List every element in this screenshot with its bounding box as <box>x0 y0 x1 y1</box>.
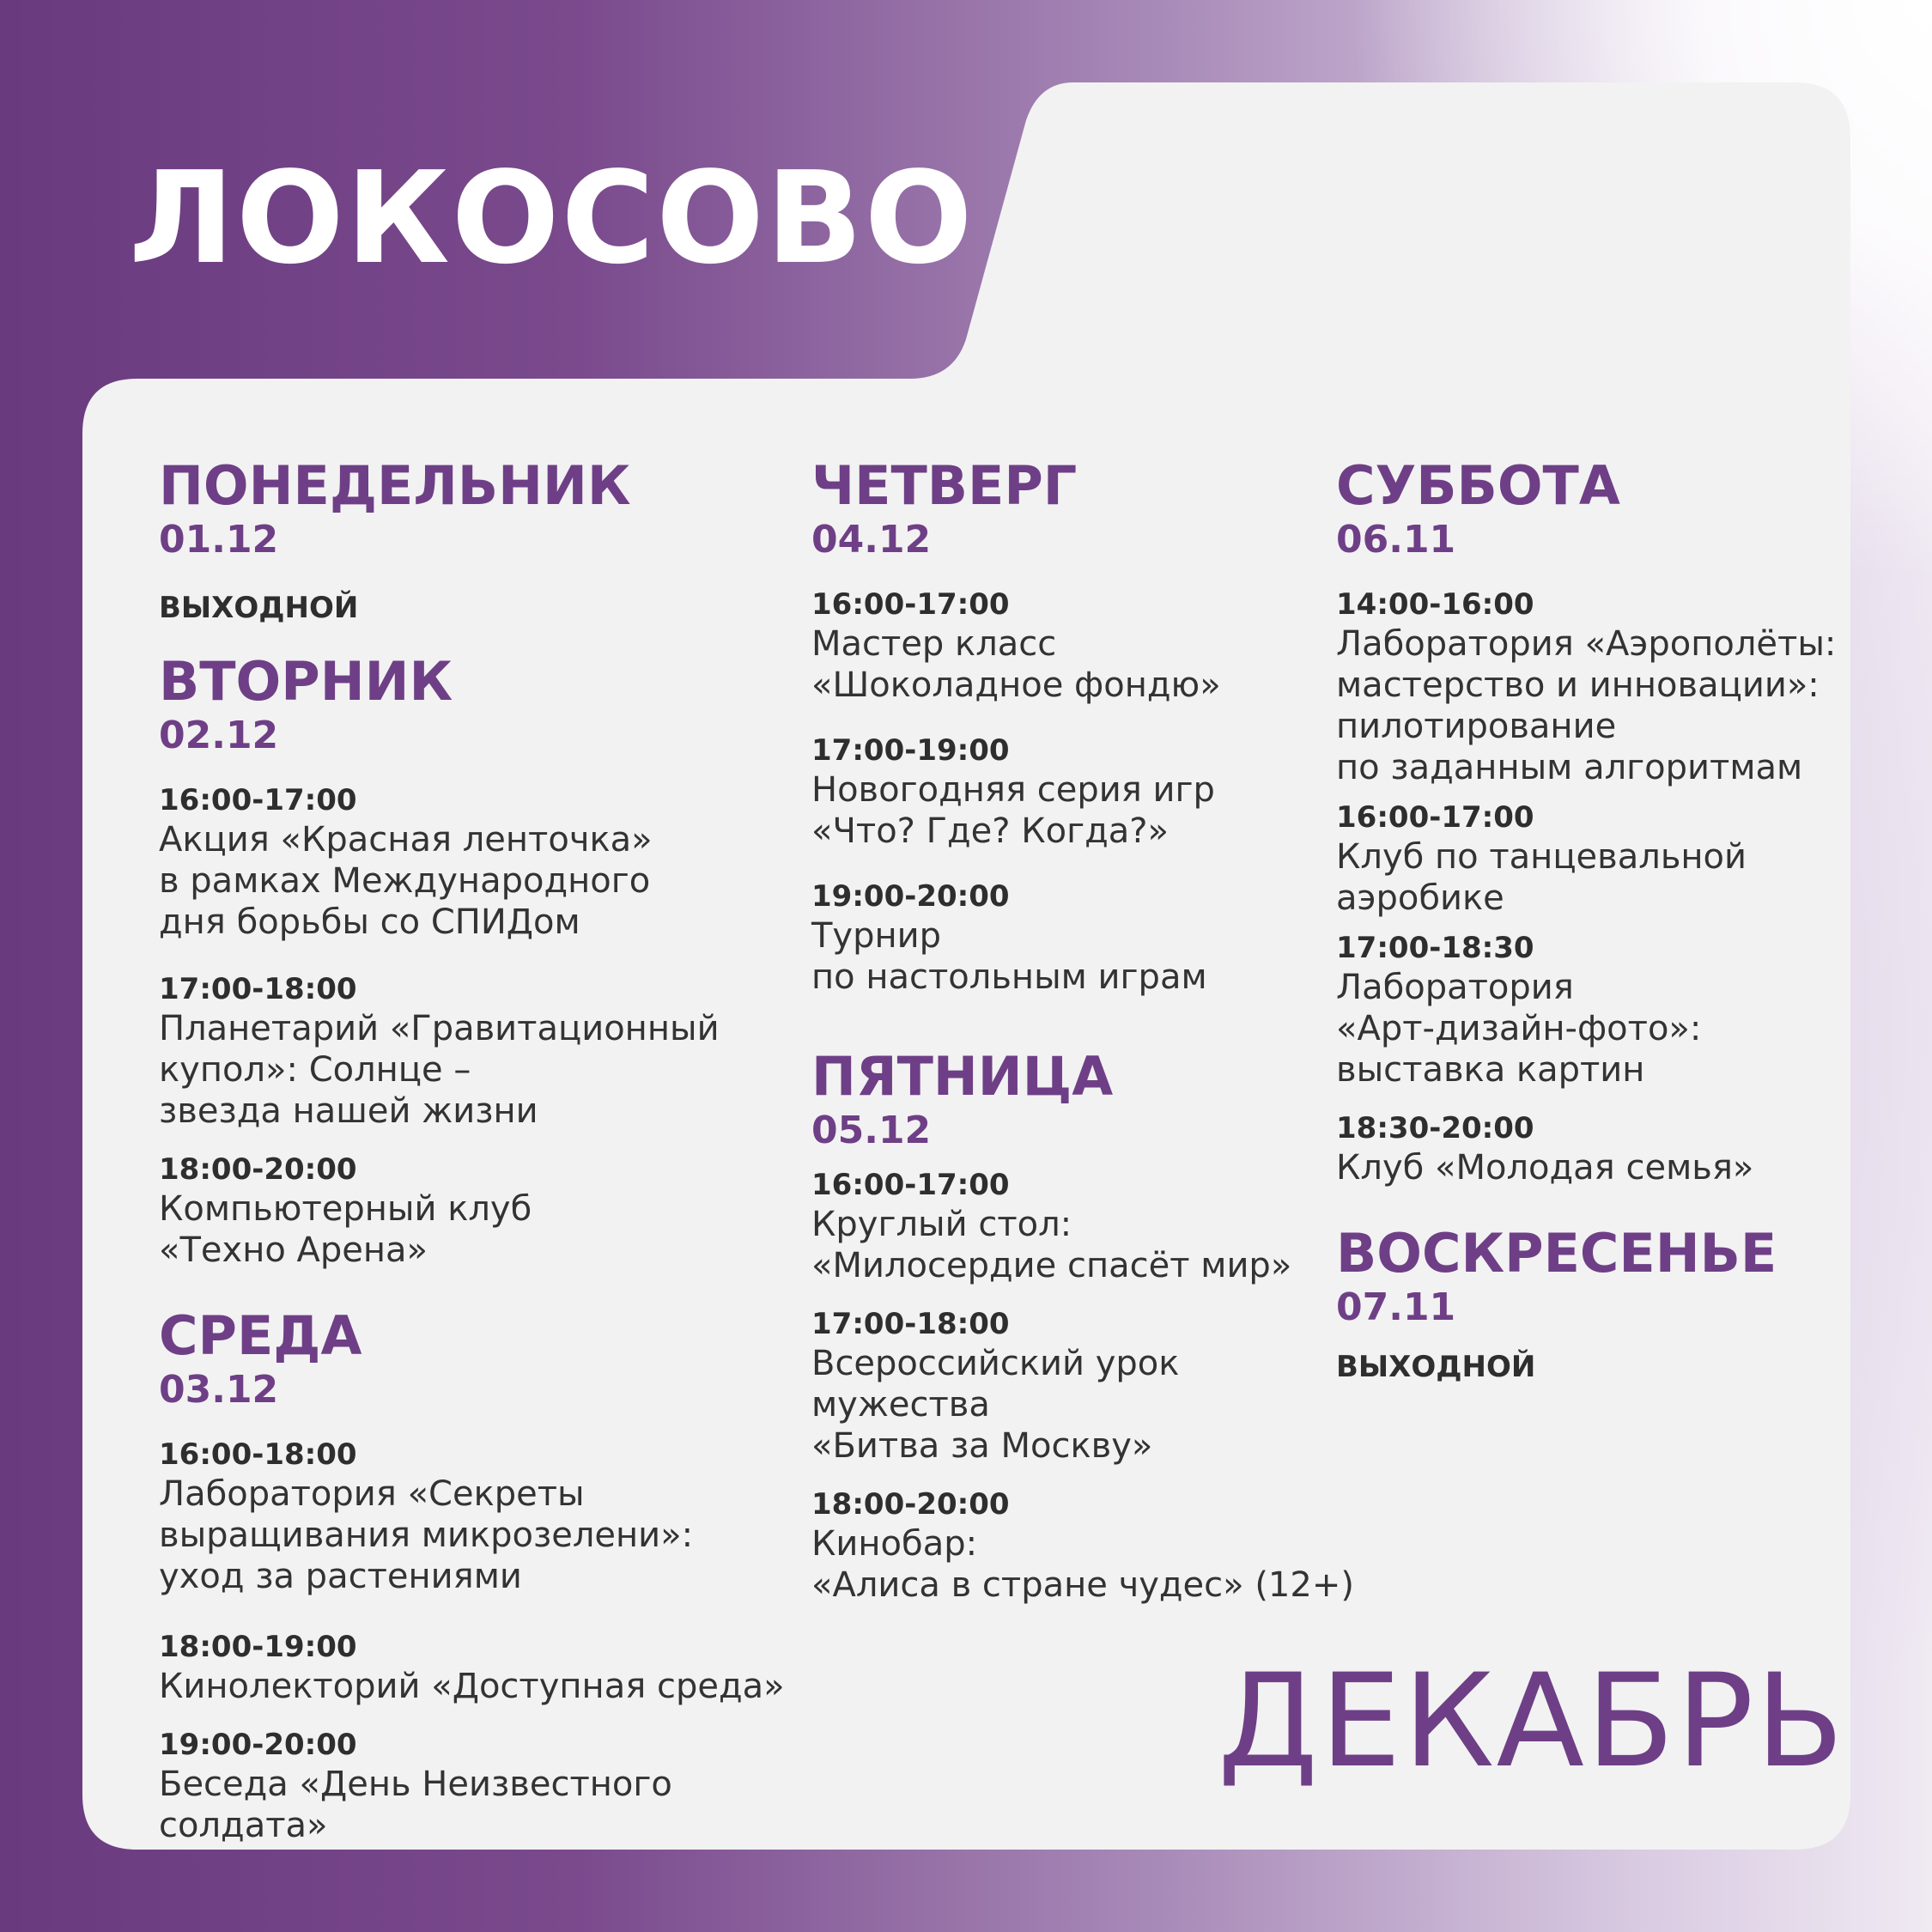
event-time: 17:00-19:00 <box>811 733 1010 768</box>
event-time: 16:00-17:00 <box>811 1168 1010 1202</box>
event-title: Планетарий «Гравитационный купол»: Солнце – звезда нашей жизни <box>159 1009 720 1131</box>
event-item <box>811 1485 1361 1606</box>
event-item <box>159 1436 811 1597</box>
event-time: 18:00-20:00 <box>811 1487 1010 1522</box>
event-title: Лаборатория «Секреты выращивания микрозелени»: уход за растениями <box>159 1474 694 1596</box>
schedule-column-3 <box>1336 455 1886 1386</box>
day-name: ВТОРНИК <box>159 650 453 713</box>
location-title: ЛОКОСОВО <box>129 144 975 292</box>
event-list <box>159 1436 811 1846</box>
day-sunday <box>1336 1223 1886 1386</box>
day-name: ПЯТНИЦА <box>811 1045 1114 1108</box>
event-title: Лаборатория «Арт-дизайн-фото»: выставка картин <box>1336 968 1702 1090</box>
event-title: Лаборатория «Аэрополёты: мастерство и инновации»: пилотирование по заданным алгоритмам <box>1336 624 1837 787</box>
event-time: 17:00-18:00 <box>159 972 357 1006</box>
event-list <box>811 586 1361 998</box>
event-title: Клуб «Молодая семья» <box>1336 1148 1754 1188</box>
event-time: 18:00-20:00 <box>159 1152 357 1187</box>
event-item <box>1336 929 1886 1091</box>
event-title: Новогодняя серия игр «Что? Где? Когда?» <box>811 770 1215 851</box>
event-item <box>159 970 811 1132</box>
event-time: 18:00-19:00 <box>159 1630 357 1664</box>
event-time: 18:30-20:00 <box>1336 1111 1534 1145</box>
day-date: 01.12 <box>159 518 279 562</box>
day-name: СУББОТА <box>1336 454 1620 517</box>
event-item <box>811 1166 1361 1286</box>
day-name: ПОНЕДЕЛЬНИК <box>159 454 631 517</box>
event-item <box>159 1628 811 1707</box>
event-title: Турнир по настольным играм <box>811 916 1207 997</box>
day-date: 02.12 <box>159 714 279 757</box>
event-title: Акция «Красная ленточка» в рамках Международного дня борьбы со СПИДом <box>159 820 653 942</box>
event-item <box>159 1726 811 1846</box>
day-date: 06.11 <box>1336 518 1456 562</box>
event-title: Всероссийский урок мужества «Битва за Москву» <box>811 1344 1180 1466</box>
day-off-label: ВЫХОДНОЙ <box>1336 1350 1536 1384</box>
day-date: 05.12 <box>811 1109 932 1152</box>
event-item <box>1336 799 1886 919</box>
event-time: 19:00-20:00 <box>811 879 1010 914</box>
day-saturday <box>1336 455 1886 1188</box>
event-title: Мастер класс «Шоколадное фондю» <box>811 624 1221 705</box>
event-time: 17:00-18:30 <box>1336 931 1534 965</box>
day-thursday <box>811 455 1361 998</box>
day-off-label: ВЫХОДНОЙ <box>159 591 359 625</box>
event-time: 16:00-17:00 <box>159 783 357 817</box>
event-time: 16:00-17:00 <box>811 587 1010 622</box>
day-friday <box>811 1046 1361 1606</box>
event-title: Беседа «День Неизвестного солдата» <box>159 1765 672 1845</box>
day-name: СРЕДА <box>159 1304 362 1367</box>
event-title: Кинолекторий «Доступная среда» <box>159 1667 785 1706</box>
event-time: 14:00-16:00 <box>1336 587 1534 622</box>
schedule-column-1 <box>159 455 811 1865</box>
event-title: Круглый стол: «Милосердие спасёт мир» <box>811 1205 1292 1285</box>
month-title: ДЕКАБРЬ <box>1218 1647 1846 1796</box>
event-title: Кинобар: «Алиса в стране чудес» (12+) <box>811 1524 1354 1605</box>
event-item <box>159 1151 811 1271</box>
event-time: 17:00-18:00 <box>811 1307 1010 1341</box>
day-tuesday <box>159 651 811 1271</box>
event-list <box>811 1166 1361 1606</box>
event-title: Клуб по танцевальной аэробике <box>1336 837 1747 918</box>
event-item <box>811 1305 1361 1467</box>
event-title: Компьютерный клуб «Техно Арена» <box>159 1189 532 1270</box>
day-name: ЧЕТВЕРГ <box>811 454 1078 517</box>
day-date: 07.11 <box>1336 1285 1456 1329</box>
event-item <box>811 586 1361 706</box>
event-time: 19:00-20:00 <box>159 1728 357 1762</box>
event-list <box>159 781 811 1271</box>
event-item <box>1336 586 1886 788</box>
event-item <box>811 732 1361 852</box>
event-time: 16:00-18:00 <box>159 1437 357 1472</box>
event-list <box>1336 586 1886 1188</box>
schedule-column-2 <box>811 455 1361 1625</box>
event-item <box>811 878 1361 998</box>
event-time: 16:00-17:00 <box>1336 800 1534 835</box>
day-wednesday <box>159 1305 811 1846</box>
event-item <box>1336 1109 1886 1188</box>
day-name: ВОСКРЕСЕНЬЕ <box>1336 1222 1777 1285</box>
day-monday <box>159 455 811 627</box>
day-date: 03.12 <box>159 1368 279 1412</box>
day-date: 04.12 <box>811 518 932 562</box>
event-item <box>159 781 811 943</box>
